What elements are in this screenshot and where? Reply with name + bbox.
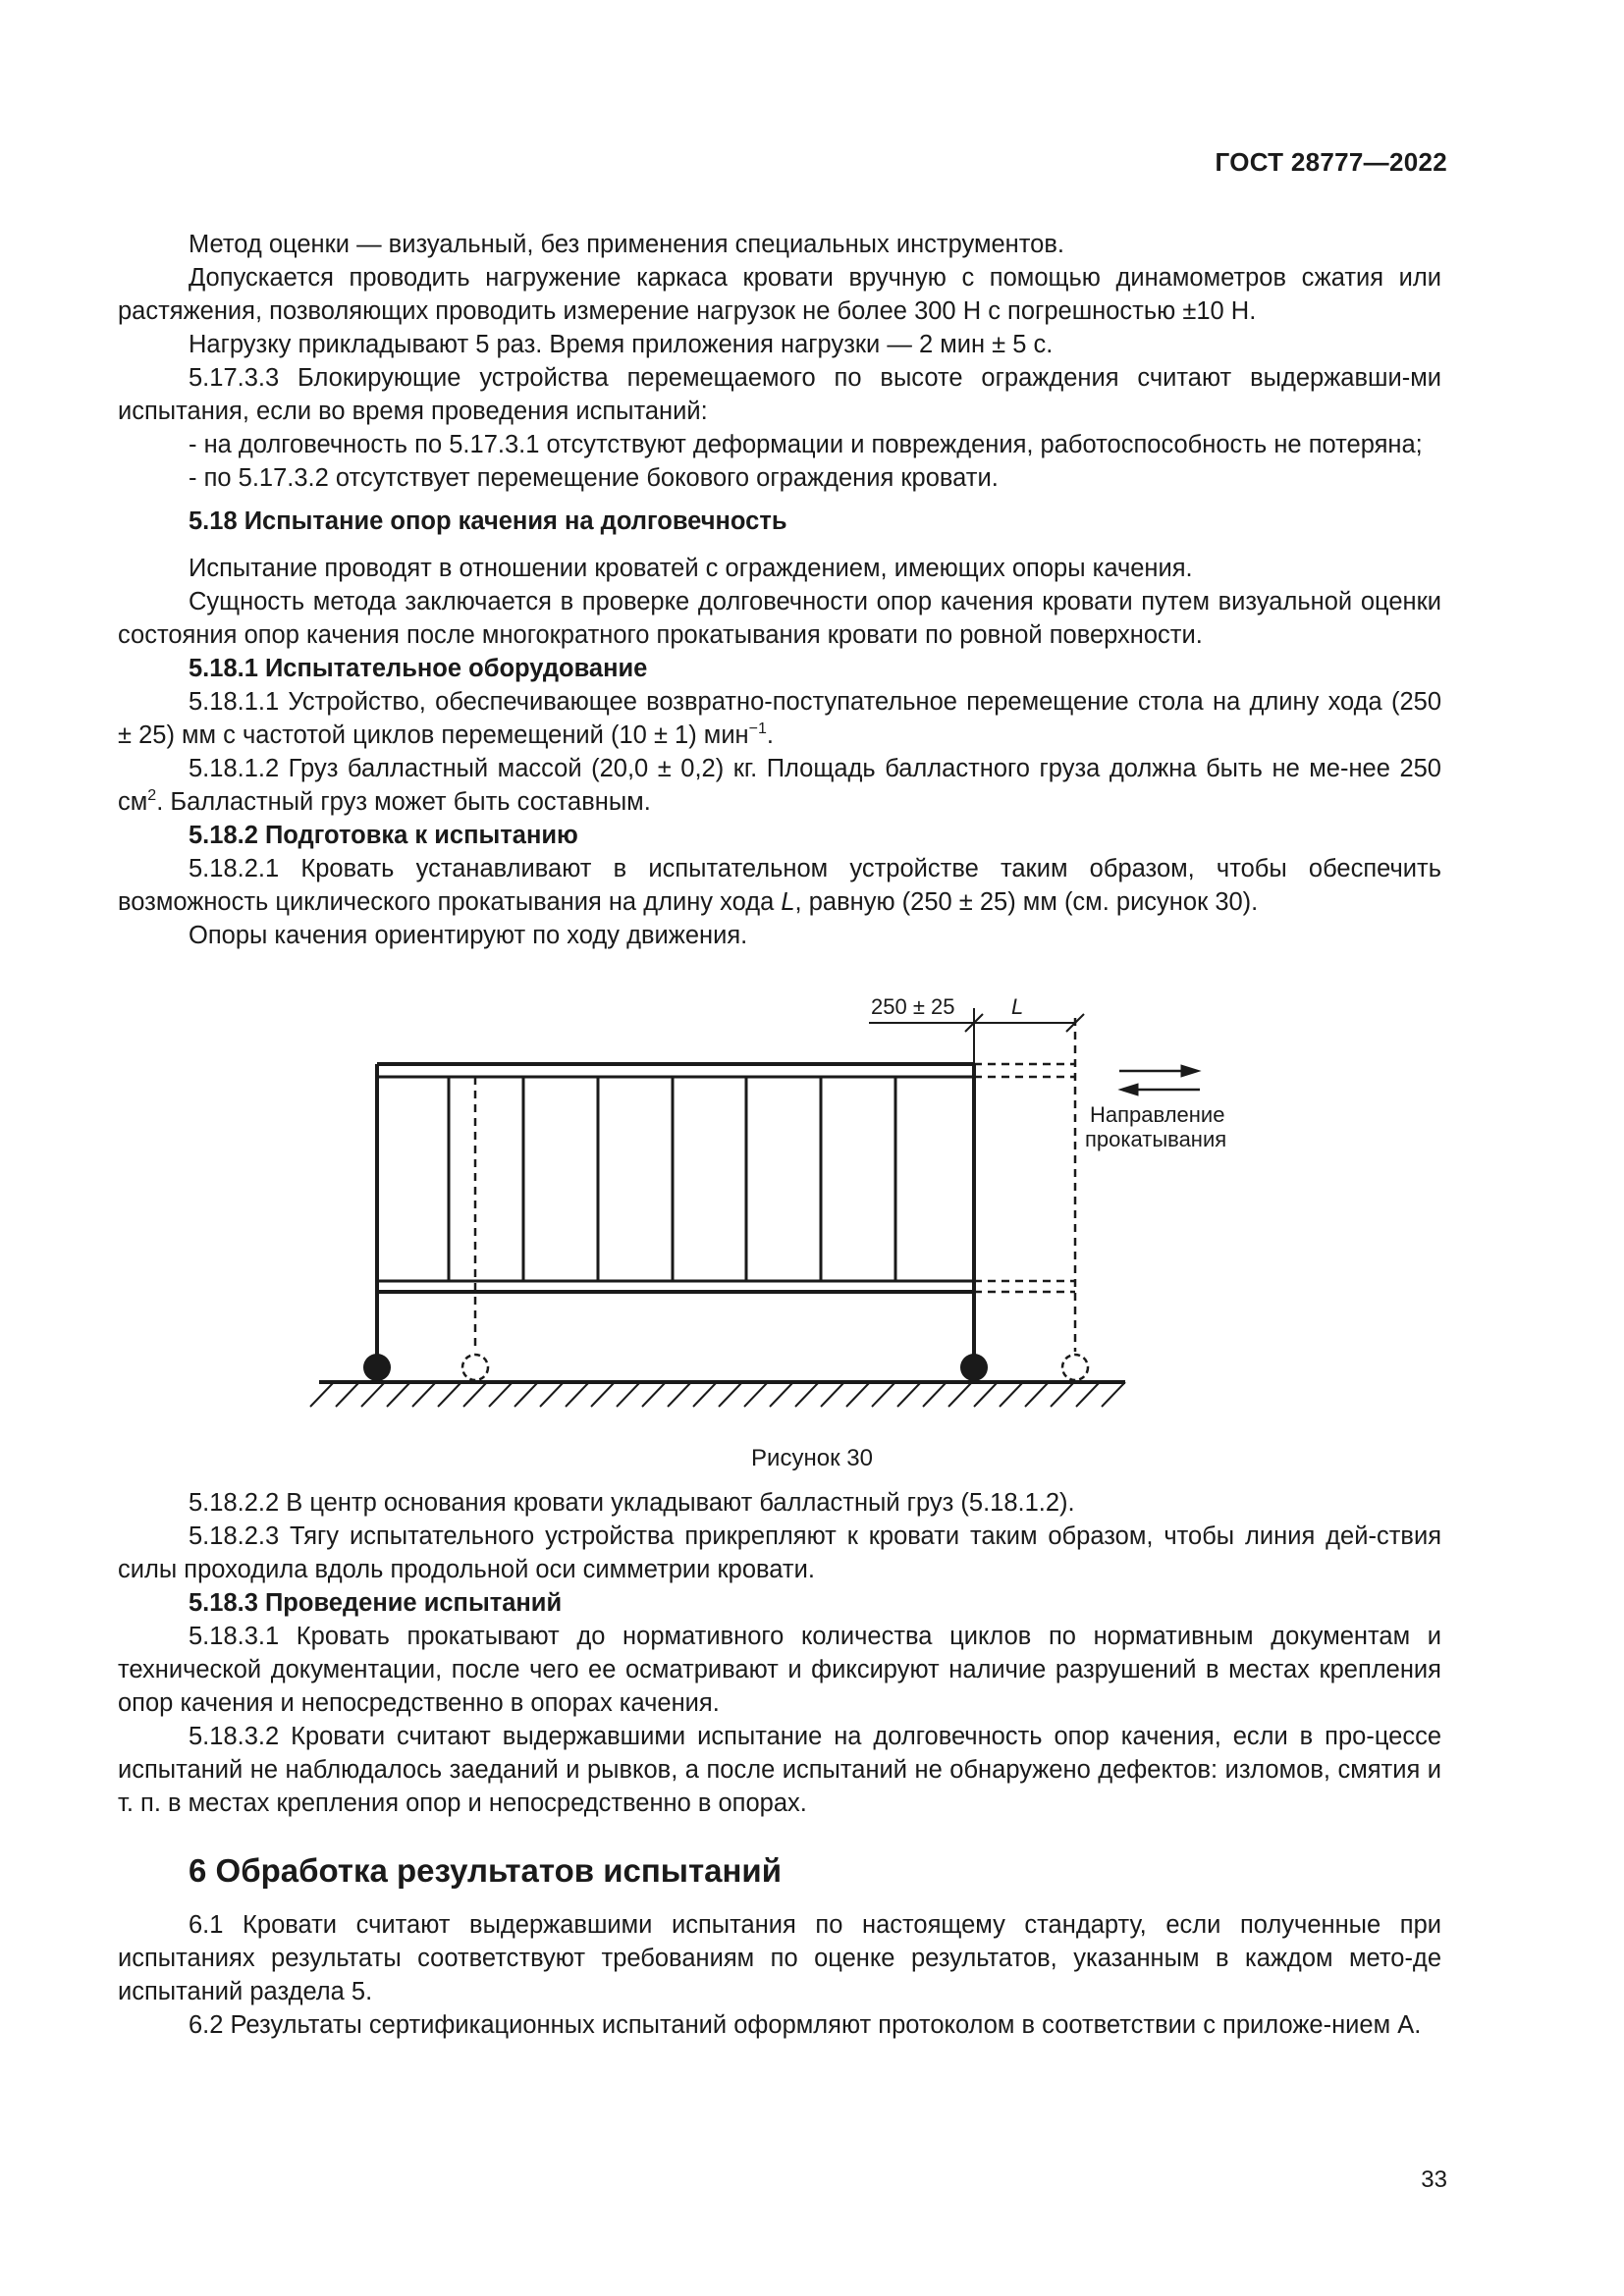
page-number: 33: [1421, 2166, 1447, 2193]
text-span: 5.18.1.1 Устройство, обеспечивающее возвратно-поступательное перемещение стола на длину хода (250 ± 25) мм с частотой циклов перемещений (10 ± 1) мин: [118, 688, 1441, 749]
paragraph: [118, 752, 1441, 819]
paragraph: Нагрузку прикладывают 5 раз. Время приложения нагрузки — 2 мин ± 5 с.: [189, 331, 1054, 358]
ground-hatch-line: [642, 1382, 666, 1407]
paragraph: 6.1 Кровати считают выдержавшими испытания по настоящему стандарту, если полученные при испытаниях результаты соответствуют требованиям по оценке результатов, указанным в каждом мето-де испытаний раздела 5.: [118, 1911, 1441, 2005]
caster-left-solid: [363, 1354, 391, 1381]
ground-hatch-line: [540, 1382, 564, 1407]
paragraph: Сущность метода заключается в проверке долговечности опор качения кровати путем визуальной оценки состояния опор качения после многократного прокатывания кровати по ровной поверхности.: [118, 588, 1441, 649]
ground-hatch-line: [1051, 1382, 1074, 1407]
frame-slats: [449, 1077, 895, 1281]
ground-hatch-line: [463, 1382, 487, 1407]
ground-hatch-line: [336, 1382, 359, 1407]
direction-label-line2: прокатывания: [1085, 1127, 1227, 1151]
paragraph: Метод оценки — визуальный, без применения специальных инструментов.: [189, 231, 1064, 258]
ground-hatch-line: [872, 1382, 895, 1407]
caster-right-solid: [960, 1354, 988, 1381]
list-item: - по 5.17.3.2 отсутствует перемещение бокового ограждения кровати.: [189, 464, 999, 492]
text-span: . Балластный груз может быть составным.: [156, 788, 651, 816]
ground-hatch-line: [387, 1382, 410, 1407]
dimension-label-L: L: [1011, 994, 1024, 1019]
bed-frame: [377, 1064, 974, 1364]
text-block-3: [118, 1851, 1441, 2042]
ground-hatch-line: [617, 1382, 640, 1407]
ground-hatch-line: [1000, 1382, 1023, 1407]
paragraph: Испытание проводят в отношении кроватей с ограждением, имеющих опоры качения.: [189, 555, 1193, 582]
ground-hatch-line: [897, 1382, 921, 1407]
ground-hatch-line: [361, 1382, 385, 1407]
ground-hatch-line: [719, 1382, 742, 1407]
paragraph: 5.18.3.1 Кровать прокатывают до нормативного количества циклов по нормативным документам и технической документации, после чего ее осматривают и фиксируют наличие разрушений в местах крепления опор качения и непосредственно в опорах качения.: [118, 1623, 1441, 1717]
ground-hatch-line: [566, 1382, 589, 1407]
paragraph: 5.18.3.2 Кровати считают выдержавшими испытание на долговечность опор качения, если в про-цессе испытаний не наблюдалось заеданий и рывков, а после испытаний не обнаружено дефектов: изломов, смятия и т. п. в местах крепления опор и непосредственно в опорах.: [118, 1723, 1441, 1817]
caster-wheels: [363, 1354, 1088, 1381]
ground-hatch-line: [591, 1382, 615, 1407]
ground-hatch-line: [821, 1382, 844, 1407]
ground-hatch-line: [668, 1382, 691, 1407]
italic-variable: L: [781, 888, 795, 916]
figure-caption: Рисунок 30: [751, 1445, 873, 1471]
dimension-label-250: 250 ± 25: [871, 994, 955, 1019]
ground-hatch-line: [974, 1382, 998, 1407]
ground-hatch-line: [744, 1382, 768, 1407]
text-span: .: [766, 721, 774, 749]
direction-arrow-icon: [1119, 1065, 1200, 1095]
ground-hatch-line: [795, 1382, 819, 1407]
paragraph: Допускается проводить нагружение каркаса кровати вручную с помощью динамометров сжатия или растяжения, позволяющих проводить измерение нагрузок не более 300 Н с погрешностью ±10 Н.: [118, 264, 1441, 325]
caster-left-displaced: [462, 1355, 488, 1380]
ground-hatch-line: [514, 1382, 538, 1407]
paragraph: 5.17.3.3 Блокирующие устройства перемещаемого по высоте ограждения считают выдержавши-ми испытания, если во время проведения испытаний:: [118, 364, 1441, 425]
floor-ground: [310, 1382, 1125, 1407]
direction-label-line1: Направление: [1090, 1102, 1225, 1127]
caster-right-displaced: [1062, 1355, 1088, 1380]
ground-hatch-line: [438, 1382, 461, 1407]
paragraph: 5.18.2.3 Тягу испытательного устройства прикрепляют к кровати таким образом, чтобы линия дей-ствия силы проходила вдоль продольной оси симметрии кровати.: [118, 1522, 1441, 1583]
text-span: 5.18.1.2 Груз балластный массой (20,0 ± 0,2) кг. Площадь балластного груза должна быть не ме-нее 250 см: [118, 755, 1441, 816]
subsection-heading-5-18-2: 5.18.2 Подготовка к испытанию: [189, 822, 578, 849]
ground-hatch-line: [693, 1382, 717, 1407]
ground-hatch-line: [846, 1382, 870, 1407]
list-item: - на долговечность по 5.17.3.1 отсутствуют деформации и повреждения, работоспособность не потеряна;: [189, 431, 1423, 458]
displaced-frame-outline: [475, 1018, 1075, 1352]
ground-hatch-line: [1025, 1382, 1049, 1407]
ground-hatch-line: [412, 1382, 436, 1407]
text-block-1: [118, 228, 1441, 952]
text-span: 5.18.2.1 Кровать устанавливают в испытательном устройстве таким образом, чтобы обеспечить возможность циклического прокатывания на длину хода: [118, 855, 1441, 916]
ground-hatch-line: [770, 1382, 793, 1407]
ground-hatch-line: [489, 1382, 513, 1407]
figure-30-diagram: [295, 987, 1257, 1458]
subsection-heading-5-18-1: 5.18.1 Испытательное оборудование: [189, 655, 648, 682]
paragraph: Опоры качения ориентируют по ходу движения.: [189, 922, 748, 949]
ground-hatch-line: [923, 1382, 947, 1407]
text-block-2: [118, 1486, 1441, 1820]
paragraph: [118, 852, 1441, 919]
ground-hatch-line: [948, 1382, 972, 1407]
subsection-heading-5-18-3: 5.18.3 Проведение испытаний: [189, 1589, 563, 1617]
text-span: , равную (250 ± 25) мм (см. рисунок 30).: [794, 888, 1259, 916]
section-heading-6: 6 Обработка результатов испытаний: [189, 1852, 782, 1889]
ground-hatch-line: [310, 1382, 334, 1407]
superscript: −1: [748, 721, 767, 737]
section-heading-5-18: 5.18 Испытание опор качения на долговечность: [189, 507, 787, 535]
paragraph: [118, 685, 1441, 752]
paragraph: 6.2 Результаты сертификационных испытаний оформляют протоколом в соответствии с приложе-нием А.: [189, 2011, 1422, 2039]
document-header: ГОСТ 28777—2022: [1215, 147, 1447, 177]
ground-hatch-line: [1076, 1382, 1100, 1407]
paragraph: 5.18.2.2 В центр основания кровати укладывают балластный груз (5.18.1.2).: [189, 1489, 1075, 1517]
ground-hatch-line: [1102, 1382, 1125, 1407]
superscript: 2: [147, 787, 157, 804]
